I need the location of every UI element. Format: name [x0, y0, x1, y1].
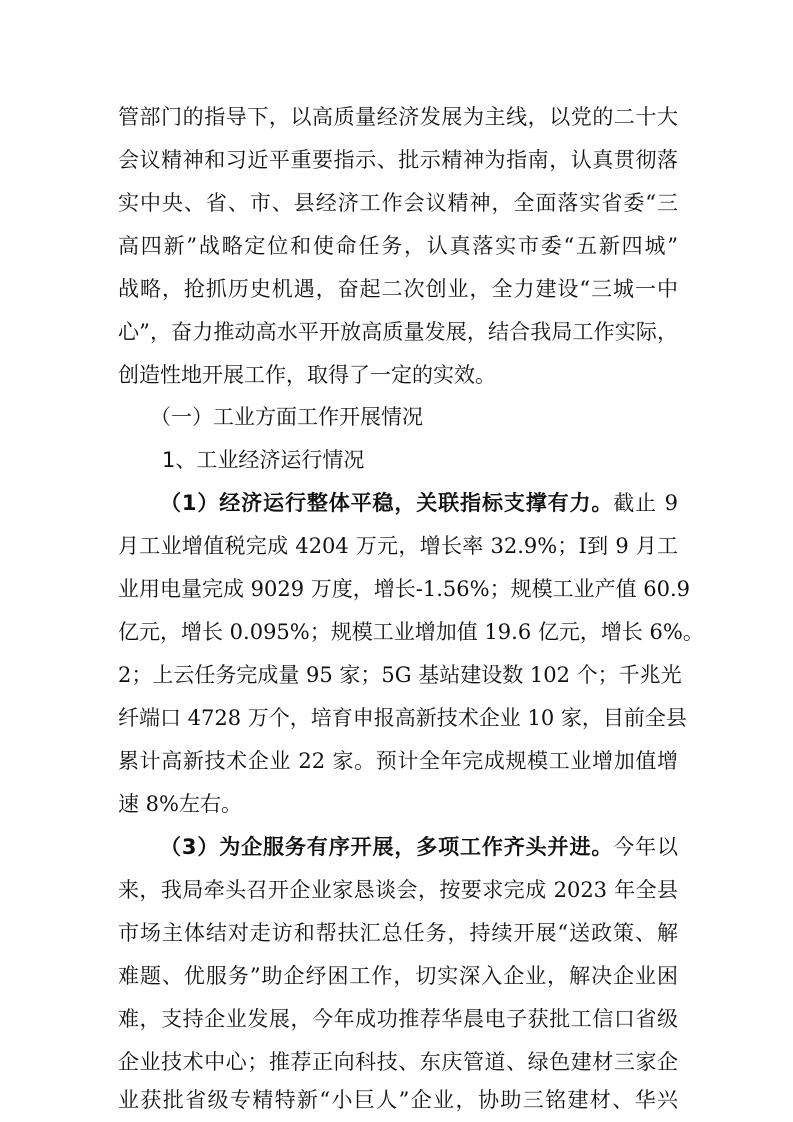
- paragraph-3-line: 来，我局牵头召开企业家恳谈会，按要求完成 2023 年全县: [118, 878, 678, 902]
- paragraph-3-line: 企业技术中心；推荐正向科技、东庆管道、绿色建材三家企: [118, 1050, 678, 1074]
- paragraph-3-line: 业获批省级专精特新“小巨人”企业，协助三铭建材、华兴: [118, 1088, 678, 1112]
- paragraph-1-line: 月工业增值税完成 4204 万元，增长率 32.9%；Ⅰ到 9 月工: [118, 534, 678, 558]
- paragraph-1-line: 业用电量完成 9029 万度，增长-1.56%；规模工业产值 60.9: [118, 577, 691, 601]
- intro-line: 会议精神和习近平重要指示、批示精神为指南，认真贯彻落: [118, 148, 678, 172]
- paragraph-1-line: 速 8%左右。: [118, 792, 242, 816]
- intro-line: 创造性地开展工作，取得了一定的实效。: [118, 363, 496, 387]
- paragraph-3-lead: （3）为企服务有序开展，多项工作齐头并进。: [160, 835, 614, 859]
- subsection-heading: 1、工业经济运行情况: [162, 448, 365, 472]
- paragraph-3-first-line: [160, 827, 678, 867]
- paragraph-1-line: 2；上云任务完成量 95 家；5G 基站建设数 102 个；千兆光: [118, 663, 682, 687]
- intro-line: 管部门的指导下，以高质量经济发展为主线，以党的二十大: [118, 105, 678, 129]
- section-heading: （一）工业方面工作开展情况: [150, 405, 423, 429]
- intro-line: 战略，抢抓历史机遇，奋起二次创业，全力建设“三城一中: [118, 277, 678, 301]
- paragraph-3-line: 难，支持企业发展，今年成功推荐华晨电子获批工信口省级: [118, 1007, 678, 1031]
- paragraph-3-first-rest: 今年以: [613, 835, 678, 859]
- paragraph-1-first-rest: 截止 9: [613, 491, 678, 515]
- intro-line: 心”，奋力推动高水平开放高质量发展，结合我局工作实际，: [118, 320, 678, 344]
- paragraph-1-lead: （1）经济运行整体平稳，关联指标支撑有力。: [160, 491, 614, 515]
- paragraph-3-line: 难题、优服务”助企纾困工作，切实深入企业，解决企业困: [118, 964, 678, 988]
- paragraph-3-line: 市场主体结对走访和帮扶汇总任务，持续开展“送政策、解: [118, 921, 678, 945]
- intro-line: 实中央、省、市、县经济工作会议精神，全面落实省委“三: [118, 191, 678, 215]
- paragraph-1-line: 亿元，增长 0.095%；规模工业增加值 19.6 亿元，增长 6%。: [118, 620, 704, 644]
- paragraph-1-first-line: [160, 483, 678, 523]
- paragraph-1-line: 累计高新技术企业 22 家。预计全年完成规模工业增加值增: [118, 749, 678, 773]
- intro-line: 高四新”战略定位和使命任务，认真落实市委“五新四城”: [118, 234, 678, 258]
- paragraph-1-line: 纤端口 4728 万个，培育申报高新技术企业 10 家，目前全县: [118, 706, 687, 730]
